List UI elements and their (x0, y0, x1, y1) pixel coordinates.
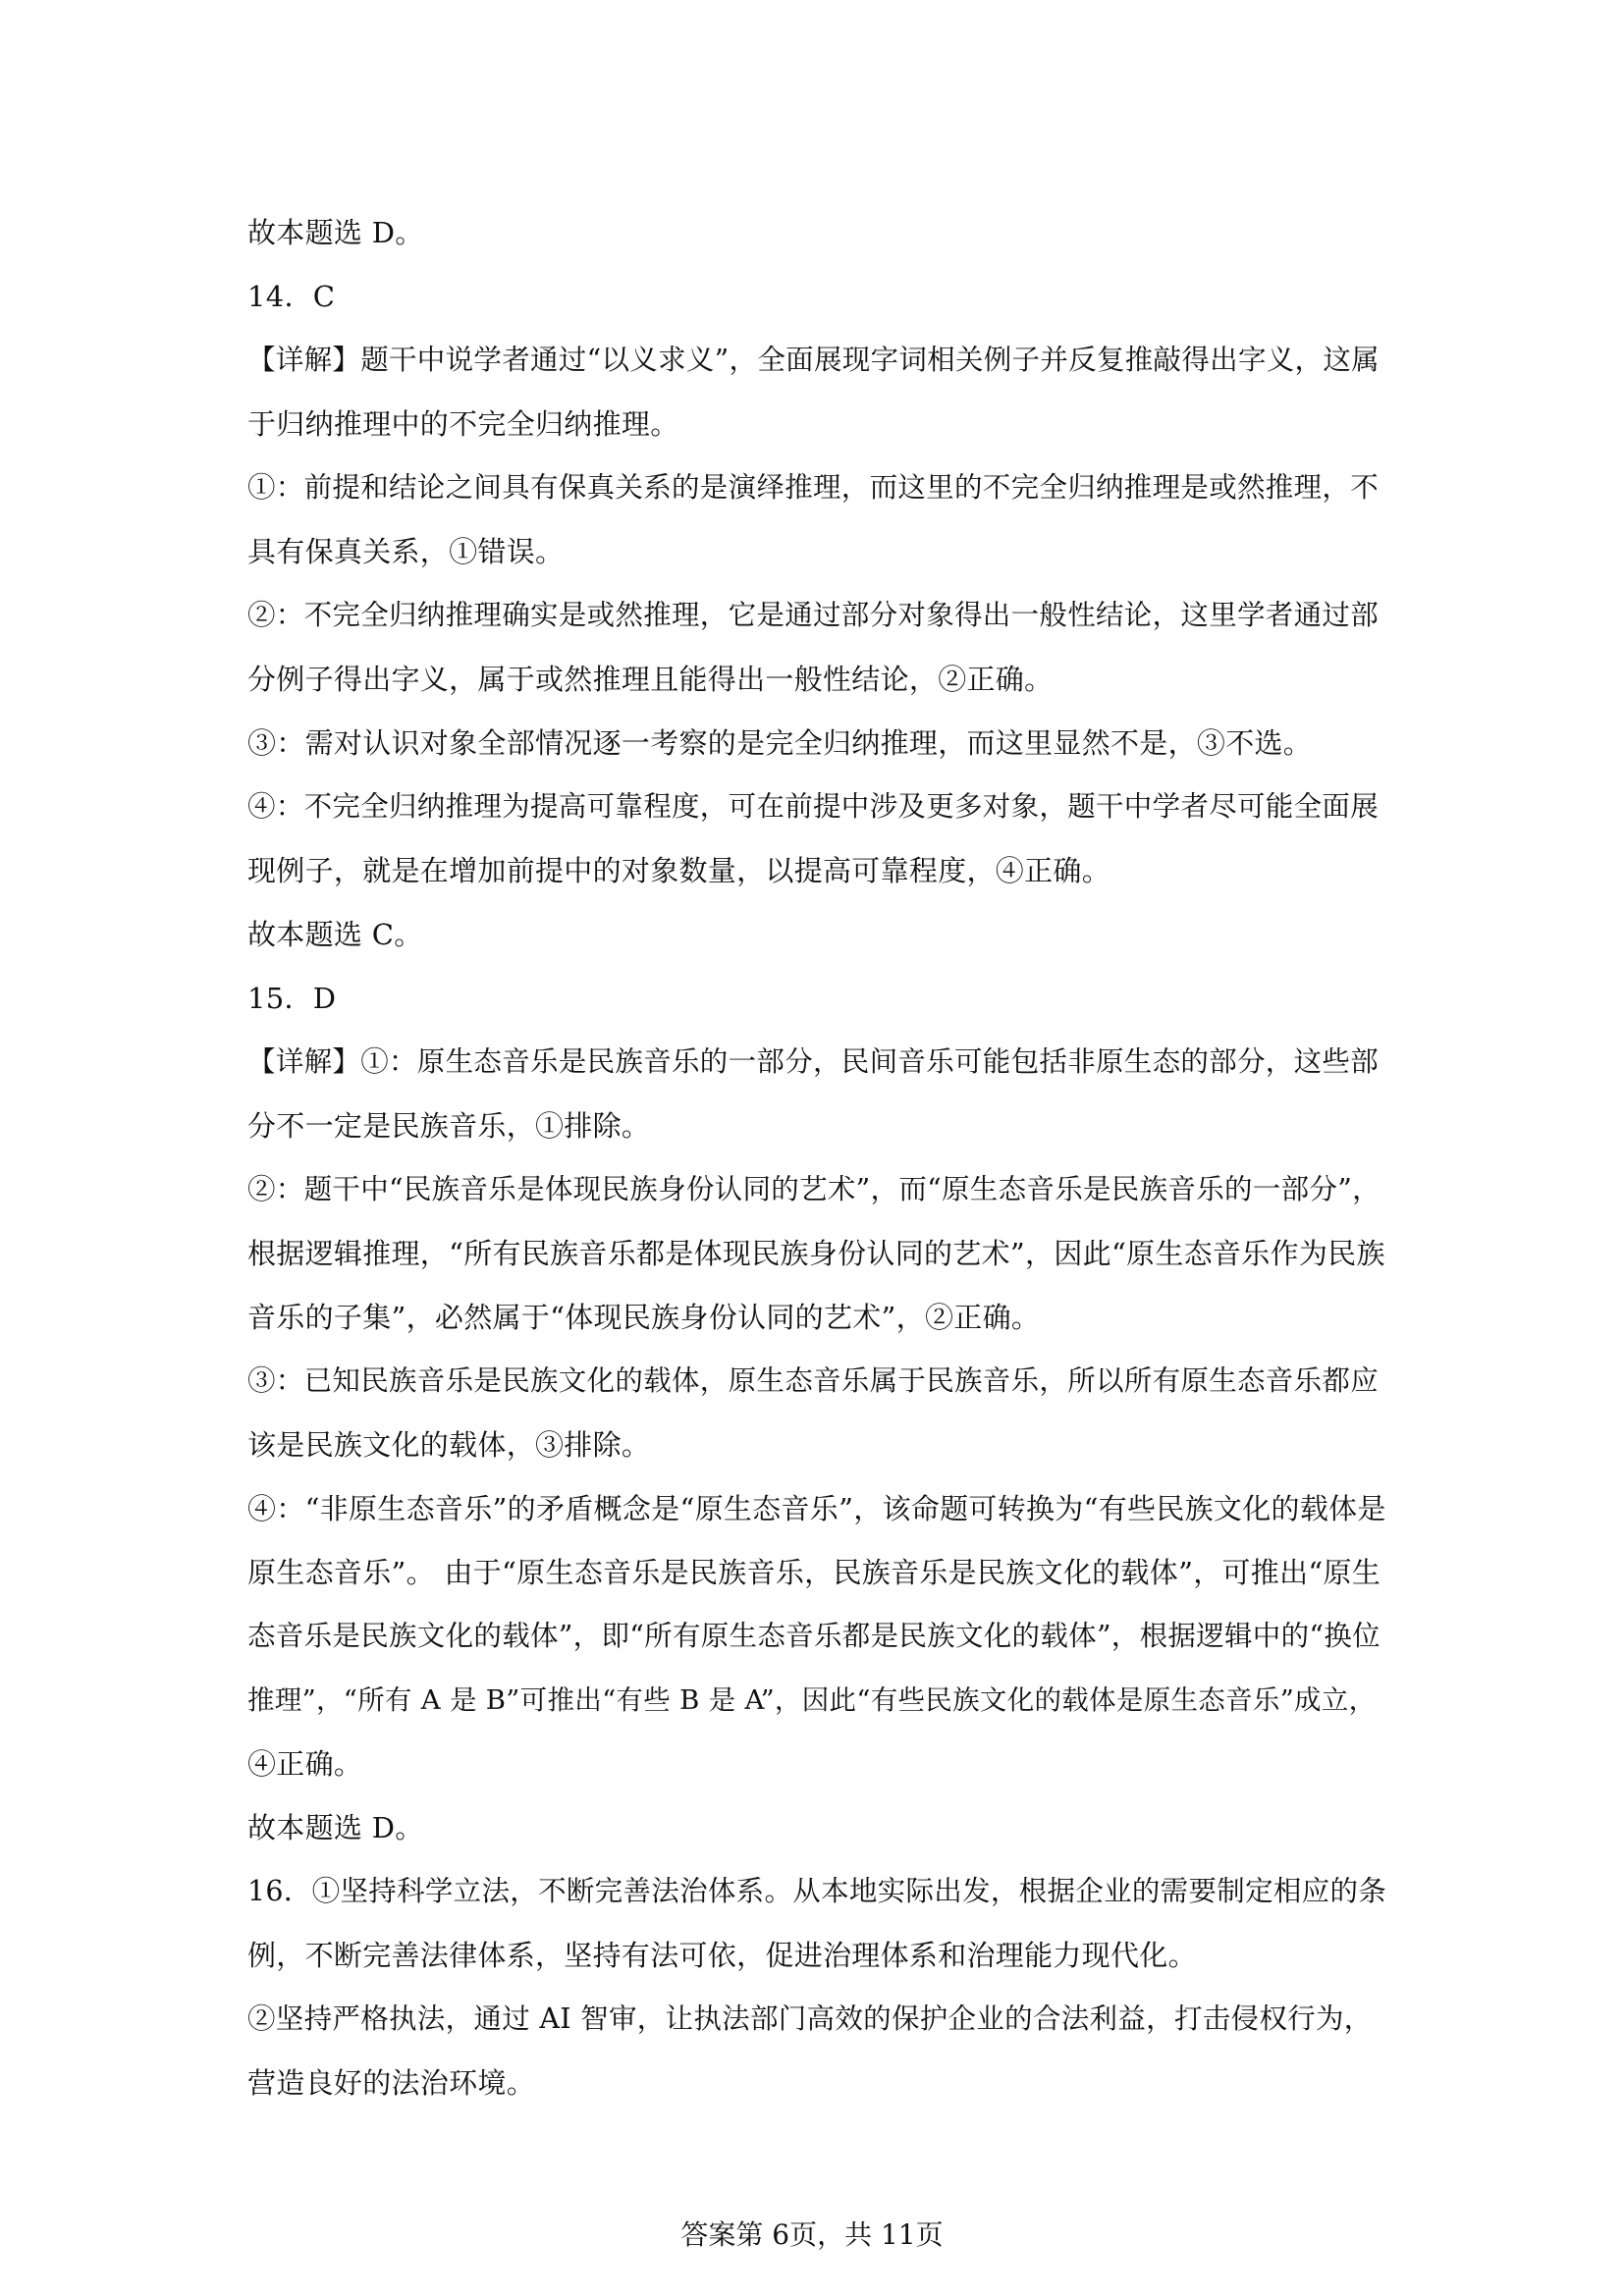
text-line: ②：题干中“民族音乐是体现民族身份认同的艺术”，而“原生态音乐是民族音乐的一部分”， (247, 1173, 1380, 1205)
text-line: 【详解】题干中说学者通过“以义求义”，全面展现字词相关例子并反复推敲得出字义，这属 (247, 344, 1380, 376)
text-line: 推理”，“所有 A 是 B”可推出“有些 B 是 A”，因此“有些民族文化的载体是原生态音乐”成立， (247, 1684, 1377, 1716)
text-line: 例，不断完善法律体系，坚持有法可依，促进治理体系和治理能力现代化。 (247, 1939, 1197, 1972)
text-line: 于归纳推理中的不完全归纳推理。 (247, 407, 679, 441)
text-line: 现例子，就是在增加前提中的对象数量，以提高可靠程度，④正确。 (247, 854, 1111, 887)
text-line: 音乐的子集”，必然属于“体现民族身份认同的艺术”，②正确。 (247, 1301, 1041, 1334)
text-line: ②：不完全归纳推理确实是或然推理，它是通过部分对象得出一般性结论，这里学者通过部 (247, 599, 1380, 631)
text-line: 营造良好的法治环境。 (247, 2066, 536, 2100)
text-line: 故本题选 C。 (247, 918, 423, 951)
text-line: 根据逻辑推理，“所有民族音乐都是体现民族身份认同的艺术”，因此“原生态音乐作为民族 (247, 1237, 1385, 1270)
text-line: ④：不完全归纳推理为提高可靠程度，可在前提中涉及更多对象，题干中学者尽可能全面展 (247, 790, 1380, 823)
text-line: 具有保真关系，①错误。 (247, 535, 565, 568)
text-line: 分不一定是民族音乐，①排除。 (247, 1109, 651, 1143)
question-number-16: 16．①坚持科学立法，不断完善法治体系。从本地实际出发，根据企业的需要制定相应的条 (247, 1875, 1387, 1907)
text-line: 故本题选 D。 (247, 216, 424, 249)
text-line: ③：需对认识对象全部情况逐一考察的是完全归纳推理，而这里显然不是，③不选。 (247, 726, 1313, 760)
text-line: 故本题选 D。 (247, 1811, 424, 1844)
text-line: ③：已知民族音乐是民族文化的载体，原生态音乐属于民族音乐，所以所有原生态音乐都应 (247, 1364, 1380, 1397)
text-line: ④正确。 (247, 1747, 363, 1781)
text-line: 态音乐是民族文化的载体”，即“所有原生态音乐都是民族文化的载体”，根据逻辑中的“换位 (247, 1620, 1380, 1652)
question-number-15: 15．D (247, 982, 337, 1015)
text-line: 【详解】①：原生态音乐是民族音乐的一部分，民间音乐可能包括非原生态的部分，这些部 (247, 1045, 1380, 1078)
text-line: ②坚持严格执法，通过 AI 智审，让执法部门高效的保护企业的合法利益，打击侵权行为， (247, 2002, 1373, 2035)
text-line: 分例子得出字义，属于或然推理且能得出一般性结论，②正确。 (247, 663, 1054, 696)
text-line: 该是民族文化的载体，③排除。 (247, 1428, 651, 1462)
text-line: ①：前提和结论之间具有保真关系的是演绎推理，而这里的不完全归纳推理是或然推理，不 (247, 471, 1380, 504)
page-footer: 答案第 6页，共 11页 (680, 2218, 944, 2251)
question-number-14: 14．C (247, 280, 336, 313)
text-line: ④：“非原生态音乐”的矛盾概念是“原生态音乐”，该命题可转换为“有些民族文化的载体是 (247, 1492, 1386, 1525)
text-line: 原生态音乐”。 由于“原生态音乐是民族音乐，民族音乐是民族文化的载体”，可推出“原生 (247, 1556, 1381, 1589)
